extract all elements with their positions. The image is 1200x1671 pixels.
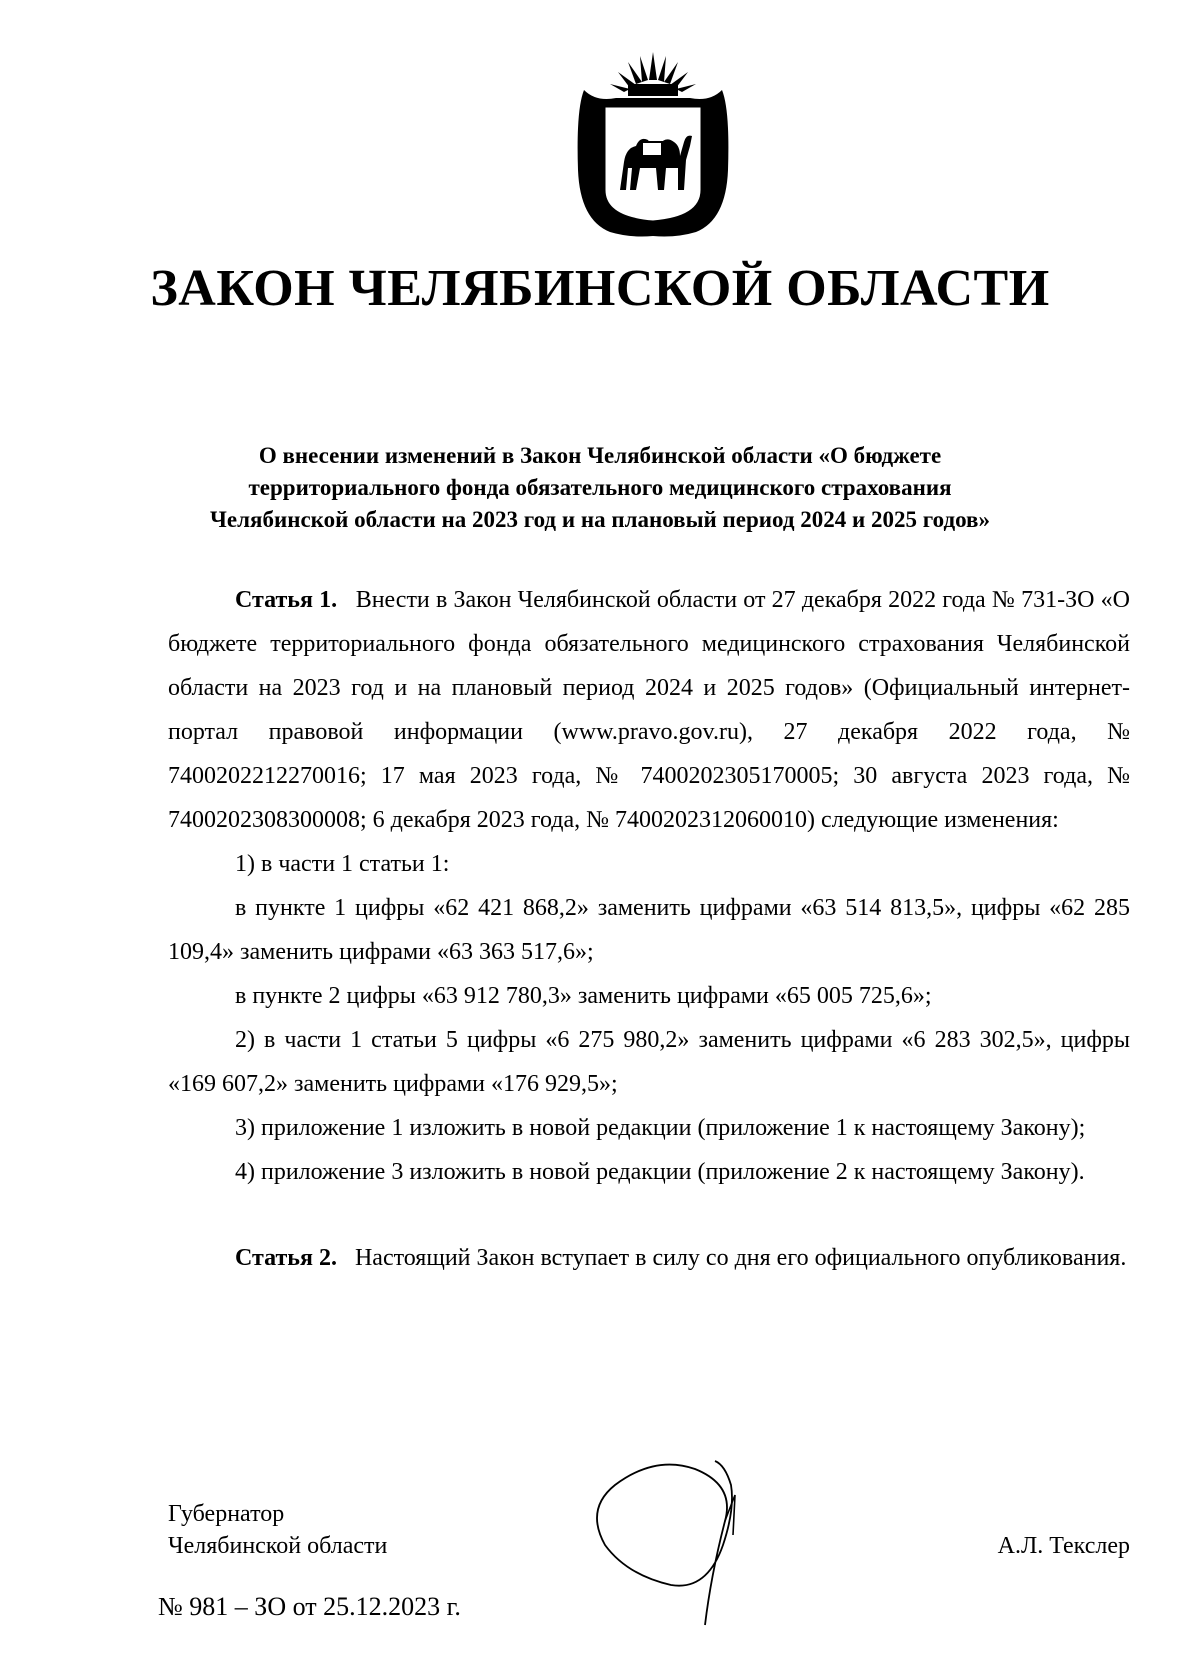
article-2 [168,1236,1130,1280]
law-body [168,578,1130,1280]
signatory-name: А.Л. Текслер [997,1533,1130,1559]
subtitle-line: территориального фонда обязательного медицинского страхования [248,475,952,500]
signatory-role [168,1498,387,1562]
signatory-role-line: Губернатор [168,1501,285,1527]
article-1-item: 3) приложение 1 изложить в новой редакции (приложение 1 к настоящему Закону); [235,1115,1086,1141]
article-1-item: 1) в части 1 статьи 1: [235,851,450,877]
article-1-heading: Статья 1. [235,587,338,613]
article-1-text: Внести в Закон Челябинской области от 27 декабря 2022 года № 731-ЗО «О бюджете территориального фонда обязательного медицинского страхования Челябинской области на 2023 год и на плановый период 2024 и 2025 годов» (Официальный интернет-портал правовой информации (www.pravo.gov.ru), 27 декабря 2022 года, № 7400202212270016; 17 мая 2023 года, № 7400202305170005; 30 августа 2023 года, № 7400202308300008; 6 декабря 2023 года, № 7400202312060010) следующие изменения: [168,587,1131,833]
article-1-intro [168,578,1130,842]
subtitle-line: О внесении изменений в Закон Челябинской области «О бюджете [258,443,942,468]
article-2-heading: Статья 2. [235,1245,337,1271]
article-1-item: в пункте 2 цифры «63 912 780,3» заменить цифрами «65 005 725,6»; [235,983,932,1009]
law-title: ЗАКОН ЧЕЛЯБИНСКОЙ ОБЛАСТИ [150,260,1050,317]
article-1-item: в пункте 1 цифры «62 421 868,2» заменить цифрами «63 514 813,5», цифры «62 285 109,4» заменить цифрами «63 363 517,6»; [168,895,1130,965]
law-subtitle [170,440,1030,536]
registration-number: № 981 – ЗО от 25.12.2023 г. [158,1592,461,1621]
article-1-item: 2) в части 1 статьи 5 цифры «6 275 980,2» заменить цифрами «6 283 302,5», цифры «169 607,2» заменить цифрами «176 929,5»; [168,1027,1130,1097]
article-1-item: 4) приложение 3 изложить в новой редакции (приложение 2 к настоящему Закону). [235,1159,1085,1185]
governor-signature [575,1425,775,1635]
chelyabinsk-coat-of-arms-icon [570,50,736,240]
article-2-text: Настоящий Закон вступает в силу со дня его официального опубликования. [354,1245,1127,1271]
signatory-role-line: Челябинской области [168,1533,388,1559]
subtitle-line: Челябинской области на 2023 год и на плановый период 2024 и 2025 годов» [210,507,990,532]
